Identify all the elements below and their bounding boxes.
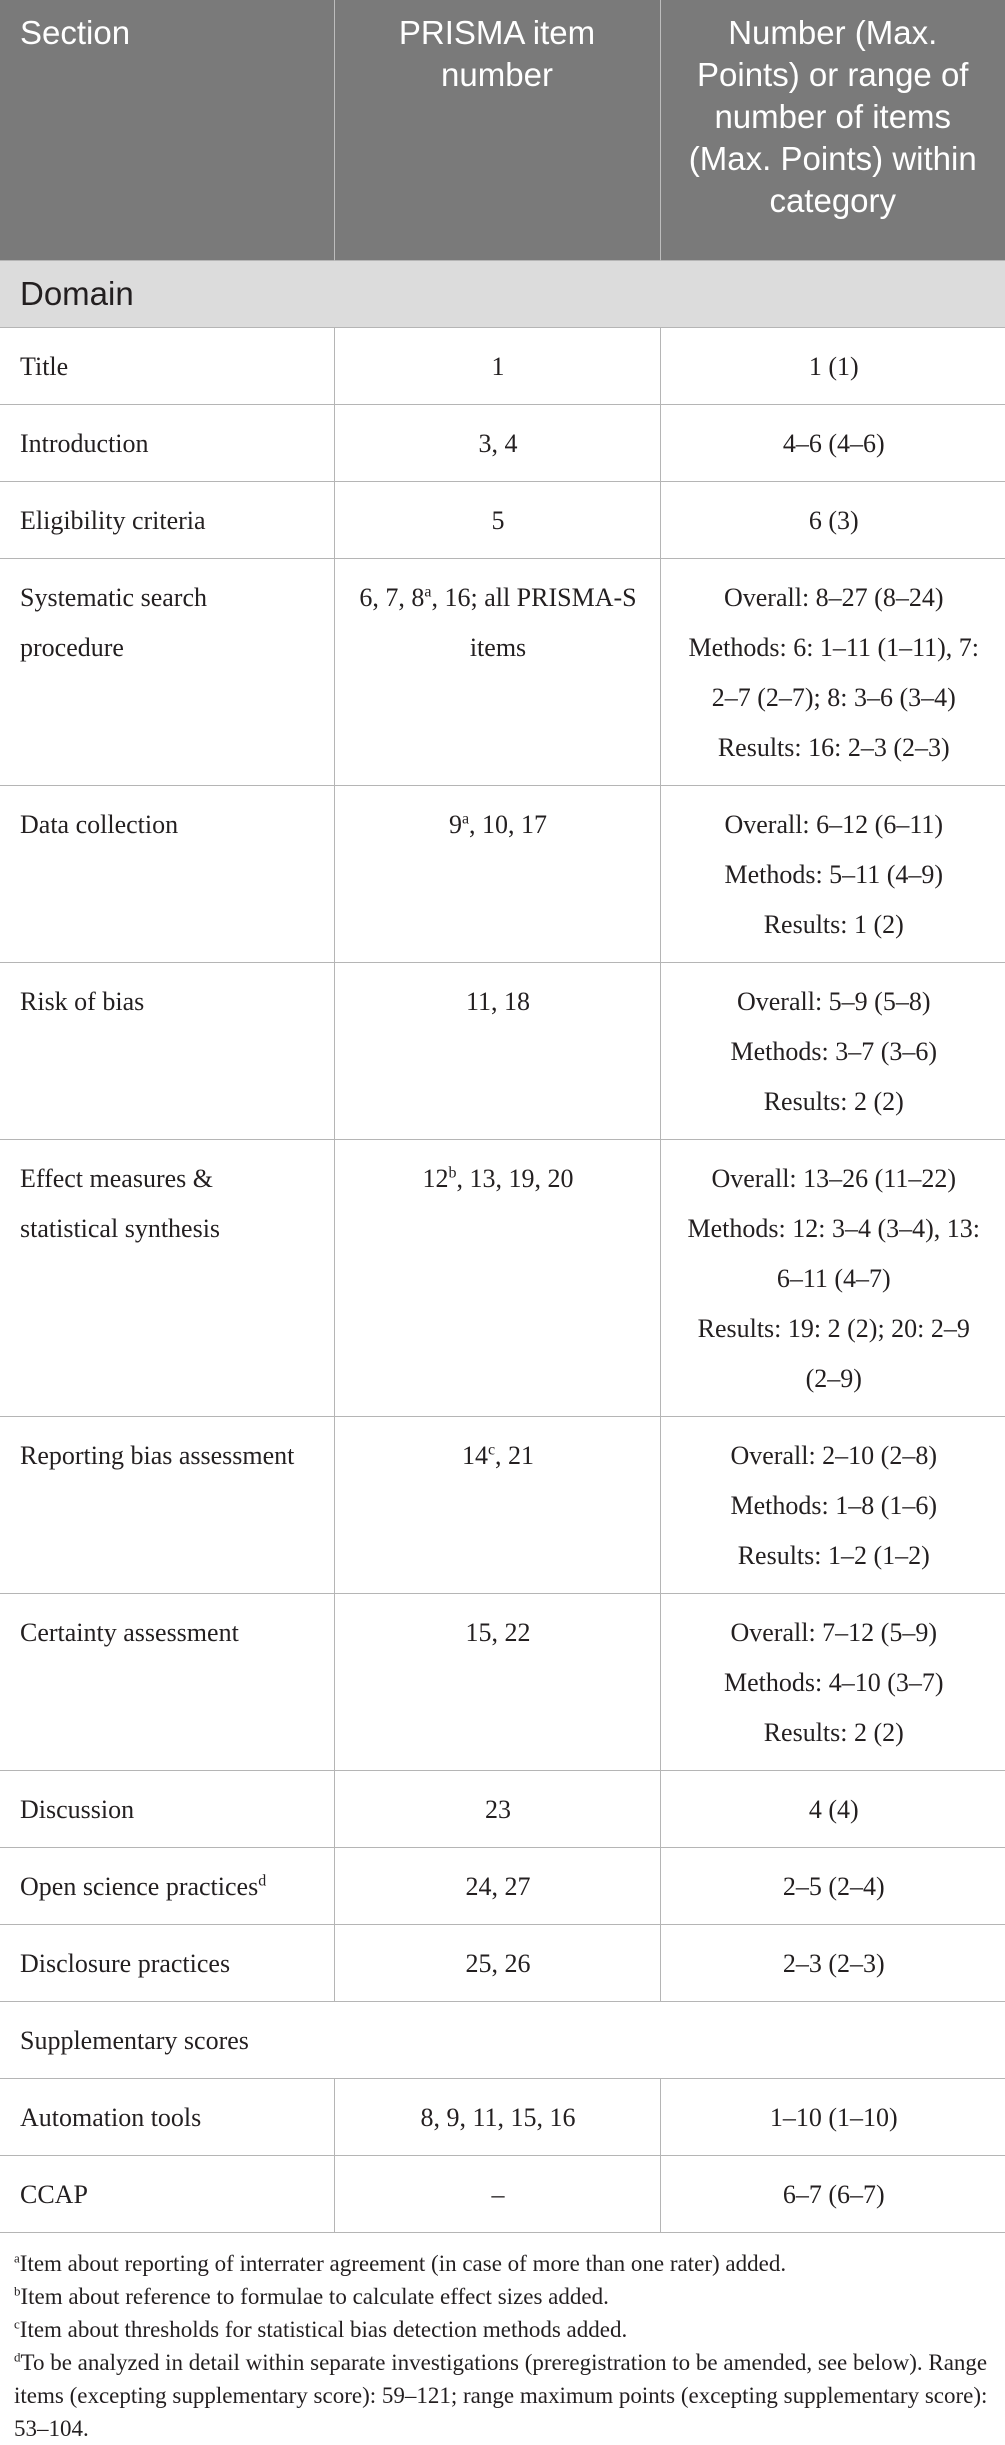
footnote-marker: a [461, 809, 470, 827]
section-cell [0, 404, 334, 481]
range-line: Methods: 4–10 (3–7) [723, 1667, 944, 1697]
range-line: Overall: 7–12 (5–9) [730, 1617, 937, 1647]
range-line: Results: 1 (2) [763, 909, 904, 939]
range-cell [660, 1593, 1005, 1770]
footnote-marker: c [487, 1440, 496, 1458]
section-label: Data collection [20, 809, 179, 839]
section-cell [0, 1593, 334, 1770]
footnote-marker: d [14, 2348, 21, 2364]
range-cell [660, 327, 1005, 404]
section-cell [0, 1924, 334, 2001]
footnote-marker: b [14, 2282, 21, 2298]
table-row [0, 1770, 1005, 1847]
range-line: Results: 19: 2 (2); 20: 2–9 (2–9) [697, 1313, 970, 1393]
item-number-text: 6, 7, 8 [359, 582, 425, 612]
prisma-item-cell [334, 481, 660, 558]
range-line: Overall: 13–26 (11–22) [711, 1163, 957, 1193]
range-line: Results: 1–2 (1–2) [737, 1540, 930, 1570]
section-label: Eligibility criteria [20, 505, 206, 535]
range-line: Methods: 5–11 (4–9) [724, 859, 944, 889]
table-header-row [0, 0, 1005, 260]
item-number-text: 11, 18 [465, 986, 531, 1016]
range-line: Overall: 5–9 (5–8) [736, 986, 931, 1016]
prisma-item-cell [334, 558, 660, 785]
section-cell [0, 558, 334, 785]
prisma-item-cell [334, 1593, 660, 1770]
footnote-text: Item about reference to formulae to calculate effect sizes added. [20, 2283, 609, 2309]
section-label: Certainty assessment [20, 1617, 239, 1647]
prisma-item-cell [334, 962, 660, 1139]
item-number-text: 24, 27 [465, 1871, 531, 1901]
section-label: Risk of bias [20, 986, 145, 1016]
prisma-item-cell [334, 327, 660, 404]
range-line: 2–3 (2–3) [782, 1948, 885, 1978]
footnote [14, 2313, 989, 2346]
prisma-item-cell [334, 1416, 660, 1593]
footnote [14, 2280, 989, 2313]
section-cell [0, 1770, 334, 1847]
section-label: Reporting bias assessment [20, 1440, 295, 1470]
table-row [0, 2078, 1005, 2155]
table-row [0, 2155, 1005, 2232]
prisma-item-cell [334, 1139, 660, 1416]
prisma-item-cell [334, 404, 660, 481]
range-cell [660, 785, 1005, 962]
item-number-text: 25, 26 [465, 1948, 531, 1978]
section-label: CCAP [20, 2179, 88, 2209]
section-cell [0, 785, 334, 962]
section-cell [0, 1139, 334, 1416]
supplementary-label: Supplementary scores [0, 2001, 1005, 2078]
item-number-text: , 10, 17 [469, 809, 548, 839]
header-prisma-item-number: PRISMA item number [334, 0, 660, 260]
item-number-text: – [491, 2179, 505, 2209]
range-line: Methods: 6: 1–11 (1–11), 7: 2–7 (2–7); 8: 3–6 (3–4) [688, 632, 980, 712]
footnote-marker: a [424, 582, 432, 600]
section-label: Open science practices [20, 1871, 259, 1901]
range-line: Overall: 8–27 (8–24) [723, 582, 944, 612]
section-label: Effect measures & statistical synthesis [20, 1163, 221, 1243]
prisma-item-cell [334, 1924, 660, 2001]
prisma-item-cell [334, 1847, 660, 1924]
range-line: 4 (4) [808, 1794, 859, 1824]
range-line: 6 (3) [808, 505, 859, 535]
range-line: Methods: 3–7 (3–6) [730, 1036, 938, 1066]
item-number-text: 3, 4 [478, 428, 518, 458]
section-cell [0, 327, 334, 404]
footnote-marker: a [14, 2249, 20, 2265]
footnote-marker: d [258, 1871, 267, 1889]
range-line: Methods: 12: 3–4 (3–4), 13: 6–11 (4–7) [687, 1213, 980, 1293]
table-row [0, 558, 1005, 785]
range-line: Results: 2 (2) [763, 1086, 904, 1116]
range-cell [660, 1139, 1005, 1416]
footnote-text: To be analyzed in detail within separate investigations (preregistration to be amended, see below). Range items (excepting supplementary score): 59–121; range maximum points (excepting supplementary score): 53–104. [14, 2349, 988, 2441]
item-number-text: 8, 9, 11, 15, 16 [420, 2102, 576, 2132]
table-row [0, 962, 1005, 1139]
section-label: Introduction [20, 428, 149, 458]
table-row [0, 785, 1005, 962]
range-line: 4–6 (4–6) [782, 428, 885, 458]
section-label: Automation tools [20, 2102, 202, 2132]
item-number-text: 23 [485, 1794, 511, 1824]
table-row [0, 1416, 1005, 1593]
supplementary-group-row [0, 2001, 1005, 2078]
section-cell [0, 2078, 334, 2155]
footnote-text: Item about reporting of interrater agreement (in case of more than one rater) added. [19, 2250, 787, 2276]
table-row [0, 1139, 1005, 1416]
range-cell [660, 404, 1005, 481]
section-label: Systematic search procedure [20, 582, 207, 662]
section-cell [0, 962, 334, 1139]
range-line: 1 (1) [808, 351, 859, 381]
table-row [0, 327, 1005, 404]
prisma-item-cell [334, 1770, 660, 1847]
range-cell [660, 1770, 1005, 1847]
prisma-item-cell [334, 785, 660, 962]
footnote [14, 2247, 989, 2280]
range-cell [660, 1847, 1005, 1924]
table-row [0, 1924, 1005, 2001]
footnote [14, 2346, 989, 2445]
item-number-text: 15, 22 [465, 1617, 531, 1647]
table-row [0, 1847, 1005, 1924]
item-number-text: 1 [491, 351, 505, 381]
item-number-text: 5 [491, 505, 505, 535]
range-line: Overall: 2–10 (2–8) [730, 1440, 937, 1470]
item-number-text: , 21 [495, 1440, 535, 1470]
range-cell [660, 2078, 1005, 2155]
range-cell [660, 1924, 1005, 2001]
range-line: 6–7 (6–7) [782, 2179, 885, 2209]
section-cell [0, 1847, 334, 1924]
range-cell [660, 962, 1005, 1139]
section-cell [0, 481, 334, 558]
domain-group-row [0, 260, 1005, 327]
footnote-marker: b [448, 1163, 457, 1181]
prisma-item-cell [334, 2078, 660, 2155]
header-number-range: Number (Max. Points) or range of number of items (Max. Points) within category [660, 0, 1005, 260]
range-cell [660, 2155, 1005, 2232]
range-line: 1–10 (1–10) [769, 2102, 898, 2132]
item-number-text: , 16; all PRISMA-S items [431, 582, 637, 662]
item-number-text: 12 [422, 1163, 449, 1193]
range-cell [660, 481, 1005, 558]
section-label: Disclosure practices [20, 1948, 231, 1978]
section-cell [0, 1416, 334, 1593]
footnote-text: Item about thresholds for statistical bias detection methods added. [19, 2316, 628, 2342]
table-row [0, 1593, 1005, 1770]
section-label: Title [20, 351, 69, 381]
section-cell [0, 2155, 334, 2232]
domain-label: Domain [0, 260, 1005, 327]
range-line: Overall: 6–12 (6–11) [724, 809, 944, 839]
range-cell [660, 1416, 1005, 1593]
table-row [0, 404, 1005, 481]
table-footnotes [0, 2233, 1005, 2445]
table-row [0, 481, 1005, 558]
item-number-text: 9 [448, 809, 462, 839]
range-line: Results: 16: 2–3 (2–3) [717, 732, 950, 762]
section-label: Discussion [20, 1794, 135, 1824]
range-line: Results: 2 (2) [763, 1717, 904, 1747]
range-line: 2–5 (2–4) [782, 1871, 885, 1901]
range-cell [660, 558, 1005, 785]
item-number-text: , 13, 19, 20 [456, 1163, 574, 1193]
range-line: Methods: 1–8 (1–6) [730, 1490, 938, 1520]
footnote-marker: c [14, 2315, 20, 2331]
item-number-text: 14 [461, 1440, 488, 1470]
header-section: Section [0, 0, 334, 260]
prisma-item-cell [334, 2155, 660, 2232]
